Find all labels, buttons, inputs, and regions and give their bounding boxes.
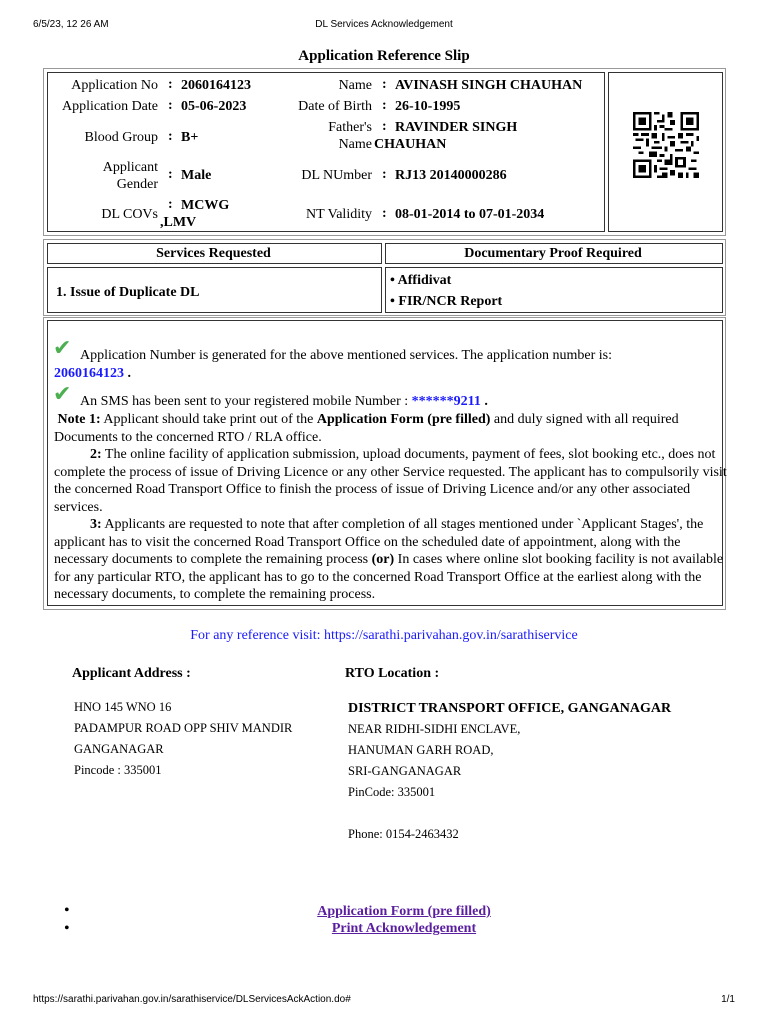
blood-group-value: B+ <box>181 130 199 145</box>
bullet: • <box>64 902 70 919</box>
slip-title: Application Reference Slip <box>298 48 470 64</box>
check-icon: ✔ <box>53 382 72 407</box>
rto-address-line: HANUMAN GARH ROAD, <box>348 743 494 757</box>
proof-item-1: • Affidivat <box>390 273 452 288</box>
rto-address-block <box>348 719 520 803</box>
address-line: GANGANAGAR <box>74 742 164 756</box>
address-heading: Applicant Address : <box>72 666 191 681</box>
father-label-1: Father's <box>328 120 372 135</box>
note-3: 3: Applicants are requested to note that after completion of all stages mentioned under `Applicant Stages', the applicant has to visit the concerned Road Transport Office on the scheduled date of appointment, along with the necessary documents to complete the remaining process (or) In cases where online slot booking facility is not available for any particular RTO, the applicant has to go to the concerned Road Transport Office at the earliest along with the necessary documents, to complete the remaining process. <box>54 517 724 602</box>
print-url: https://sarathi.parivahan.gov.in/sarathiservice/DLServicesAckAction.do# <box>33 994 351 1005</box>
reference-link[interactable]: For any reference visit: https://sarathi.parivahan.gov.in/sarathiservice <box>190 628 578 643</box>
dl-number-label: DL NUmber <box>301 168 372 183</box>
nt-validity-label: NT Validity <box>306 207 372 222</box>
print-page-title: DL Services Acknowledgement <box>315 19 453 30</box>
rto-name: DISTRICT TRANSPORT OFFICE, GANGANAGAR <box>348 701 672 716</box>
gender-label-1: Applicant <box>102 160 158 175</box>
service-item: 1. Issue of Duplicate DL <box>56 285 200 300</box>
app-number-link: 2060164123 . <box>54 366 131 381</box>
rto-pincode: PinCode: 335001 <box>348 785 436 799</box>
dl-covs-value-1: MCWG <box>181 198 230 213</box>
father-value-1: RAVINDER SINGH <box>395 120 518 135</box>
services-header: Services Requested <box>156 246 271 261</box>
app-date-value: 05-06-2023 <box>181 99 247 114</box>
app-no-value: 2060164123 <box>181 78 251 93</box>
dl-covs-value-2: ,LMV <box>160 215 197 230</box>
print-page-count: 1/1 <box>721 994 735 1005</box>
note-1: Note 1: Applicant should take print out of the Application Form (pre filled) and duly signed with all required Documents to the concerned RTO / RLA office. <box>54 412 679 445</box>
dl-covs-label: DL COVs <box>101 207 158 222</box>
address-pincode: Pincode : 335001 <box>74 763 162 777</box>
blood-group-label: Blood Group <box>84 130 158 145</box>
dl-number-value: RJ13 20140000286 <box>395 168 507 183</box>
rto-heading: RTO Location : <box>345 666 440 681</box>
print-datetime: 6/5/23, 12 26 AM <box>33 19 109 30</box>
rto-address-line: SRI-GANGANAGAR <box>348 764 462 778</box>
nt-validity-value: 08-01-2014 to 07-01-2034 <box>395 207 545 222</box>
note-2: 2: The online facility of application submission, upload documents, payment of fees, slot booking etc., does not complete the process of issue of Driving Licence or any other Service requested. The applicant has to compulsorily visit the concerned Road Transport Office to finish the process of issue of Driving Licence and/or any other associated services. <box>54 447 727 515</box>
mobile-number: ******9211 <box>411 394 481 409</box>
application-form-link[interactable]: Application Form (pre filled) <box>317 904 491 919</box>
rto-address-line: NEAR RIDHI-SIDHI ENCLAVE, <box>348 722 521 736</box>
father-label-2: Name <box>338 137 372 152</box>
app-date-label: Application Date <box>61 99 158 114</box>
name-label: Name <box>338 78 372 93</box>
name-value: AVINASH SINGH CHAUHAN <box>395 78 583 93</box>
dob-value: 26-10-1995 <box>395 99 461 114</box>
sms-text: An SMS has been sent to your registered mobile Number : ******9211 . <box>80 394 488 409</box>
dob-label: Date of Birth <box>298 99 372 114</box>
address-block <box>74 697 292 781</box>
address-line: PADAMPUR ROAD OPP SHIV MANDIR <box>74 721 293 735</box>
rto-phone: Phone: 0154-2463432 <box>348 827 459 841</box>
father-value-2: CHAUHAN <box>374 137 447 152</box>
check-icon: ✔ <box>53 336 72 361</box>
gender-label-2: Gender <box>116 177 158 192</box>
gender-value: Male <box>181 168 212 183</box>
print-acknowledgement-link[interactable]: Print Acknowledgement <box>331 921 477 936</box>
app-no-label: Application No <box>71 78 158 93</box>
address-line: HNO 145 WNO 16 <box>74 700 172 714</box>
proof-item-2: • FIR/NCR Report <box>390 294 503 309</box>
proof-header: Documentary Proof Required <box>464 246 642 261</box>
app-generated-text: Application Number is generated for the above mentioned services. The application number is: <box>80 348 612 363</box>
bullet: • <box>64 920 70 937</box>
qr-code <box>633 112 699 178</box>
